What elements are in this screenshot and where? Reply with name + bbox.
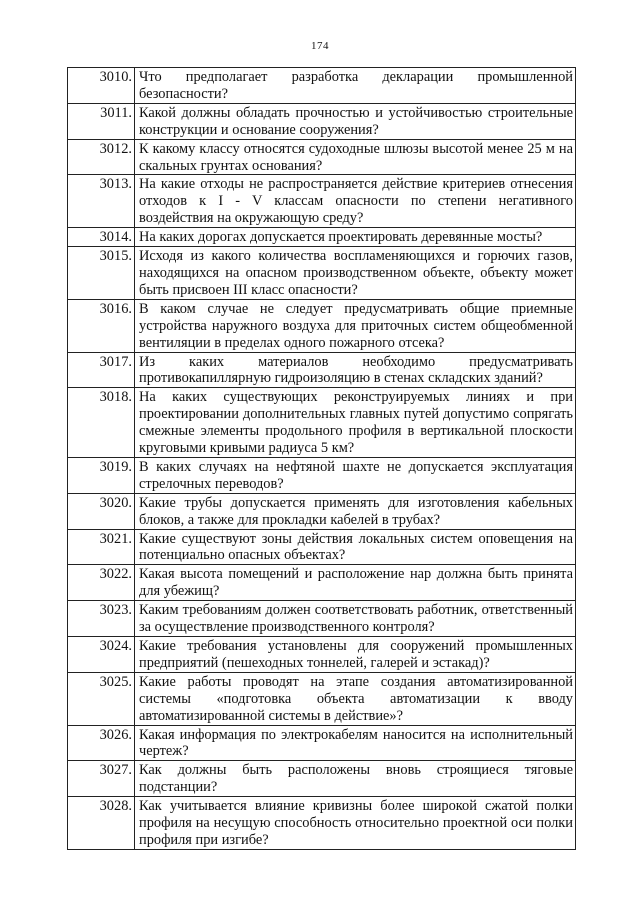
question-text: Какие требования установлены для сооружений промышленных предприятий (пешеходных тоннелей, галерей и эстакад)? bbox=[135, 637, 576, 673]
table-row bbox=[68, 299, 576, 352]
question-number: 3013. bbox=[68, 175, 135, 228]
table-row bbox=[68, 565, 576, 601]
table-row bbox=[68, 228, 576, 247]
table-row bbox=[68, 103, 576, 139]
table-row bbox=[68, 175, 576, 228]
table-row bbox=[68, 761, 576, 797]
question-text: Как учитывается влияние кривизны более широкой сжатой полки профиля на несущую способность относительно проектной оси полки профиля при изгибе? bbox=[135, 797, 576, 850]
question-text: В каком случае не следует предусматривать общие приемные устройства наружного воздуха для приточных систем общеобменной вентиляции в пределах одного пожарного отсека? bbox=[135, 299, 576, 352]
table-row bbox=[68, 388, 576, 458]
question-text: Какая высота помещений и расположение нар должна быть принята для убежищ? bbox=[135, 565, 576, 601]
question-text: На какие отходы не распространяется действие критериев отнесения отходов к I - V классам опасности по степени негативного воздействия на окружающую среду? bbox=[135, 175, 576, 228]
question-number: 3011. bbox=[68, 103, 135, 139]
table-row bbox=[68, 352, 576, 388]
question-text: Какие трубы допускается применять для изготовления кабельных блоков, а также для прокладки кабелей в трубах? bbox=[135, 493, 576, 529]
question-number: 3016. bbox=[68, 299, 135, 352]
question-number: 3023. bbox=[68, 601, 135, 637]
table-row bbox=[68, 601, 576, 637]
question-text: Как должны быть расположены вновь строящиеся тяговые подстанции? bbox=[135, 761, 576, 797]
question-text: Из каких материалов необходимо предусматривать противокапиллярную гидроизоляцию в стенах складских зданий? bbox=[135, 352, 576, 388]
table-row bbox=[68, 457, 576, 493]
table-row bbox=[68, 637, 576, 673]
question-text: Что предполагает разработка декларации промышленной безопасности? bbox=[135, 68, 576, 104]
question-text: Исходя из какого количества воспламеняющихся и горючих газов, находящихся на опасном производственном объекте, объекту может быть присвоен III класс опасности? bbox=[135, 247, 576, 300]
question-number: 3021. bbox=[68, 529, 135, 565]
question-text: На каких дорогах допускается проектировать деревянные мосты? bbox=[135, 228, 576, 247]
question-text: В каких случаях на нефтяной шахте не допускается эксплуатация стрелочных переводов? bbox=[135, 457, 576, 493]
question-number: 3022. bbox=[68, 565, 135, 601]
question-text: Каким требованиям должен соответствовать работник, ответственный за осуществление производственного контроля? bbox=[135, 601, 576, 637]
question-number: 3027. bbox=[68, 761, 135, 797]
question-number: 3019. bbox=[68, 457, 135, 493]
question-text: К какому классу относятся судоходные шлюзы высотой менее 25 м на скальных грунтах основания? bbox=[135, 139, 576, 175]
question-number: 3018. bbox=[68, 388, 135, 458]
question-number: 3020. bbox=[68, 493, 135, 529]
table-row bbox=[68, 68, 576, 104]
question-number: 3024. bbox=[68, 637, 135, 673]
question-text: На каких существующих реконструируемых линиях и при проектировании дополнительных главных путей допустимо сопрягать смежные элементы продольного профиля в вертикальной плоскости круговыми кривыми радиуса 5 км? bbox=[135, 388, 576, 458]
table-row bbox=[68, 797, 576, 850]
question-text: Какие работы проводят на этапе создания автоматизированной системы «подготовка объекта автоматизации к вводу автоматизированной системы в действие»? bbox=[135, 672, 576, 725]
table-row bbox=[68, 529, 576, 565]
question-text: Какой должны обладать прочностью и устойчивостью строительные конструкции и основание сооружения? bbox=[135, 103, 576, 139]
table-row bbox=[68, 493, 576, 529]
table-row bbox=[68, 672, 576, 725]
table-row bbox=[68, 725, 576, 761]
question-text: Какие существуют зоны действия локальных систем оповещения на потенциально опасных объектах? bbox=[135, 529, 576, 565]
question-number: 3010. bbox=[68, 68, 135, 104]
question-number: 3017. bbox=[68, 352, 135, 388]
table-row bbox=[68, 247, 576, 300]
question-number: 3028. bbox=[68, 797, 135, 850]
question-number: 3014. bbox=[68, 228, 135, 247]
question-number: 3026. bbox=[68, 725, 135, 761]
questions-table bbox=[67, 67, 576, 850]
table-row bbox=[68, 139, 576, 175]
question-number: 3012. bbox=[68, 139, 135, 175]
question-number: 3025. bbox=[68, 672, 135, 725]
question-text: Какая информация по электрокабелям наносится на исполнительный чертеж? bbox=[135, 725, 576, 761]
question-number: 3015. bbox=[68, 247, 135, 300]
page-number: 174 bbox=[311, 40, 329, 52]
questions-table-body bbox=[68, 68, 576, 850]
